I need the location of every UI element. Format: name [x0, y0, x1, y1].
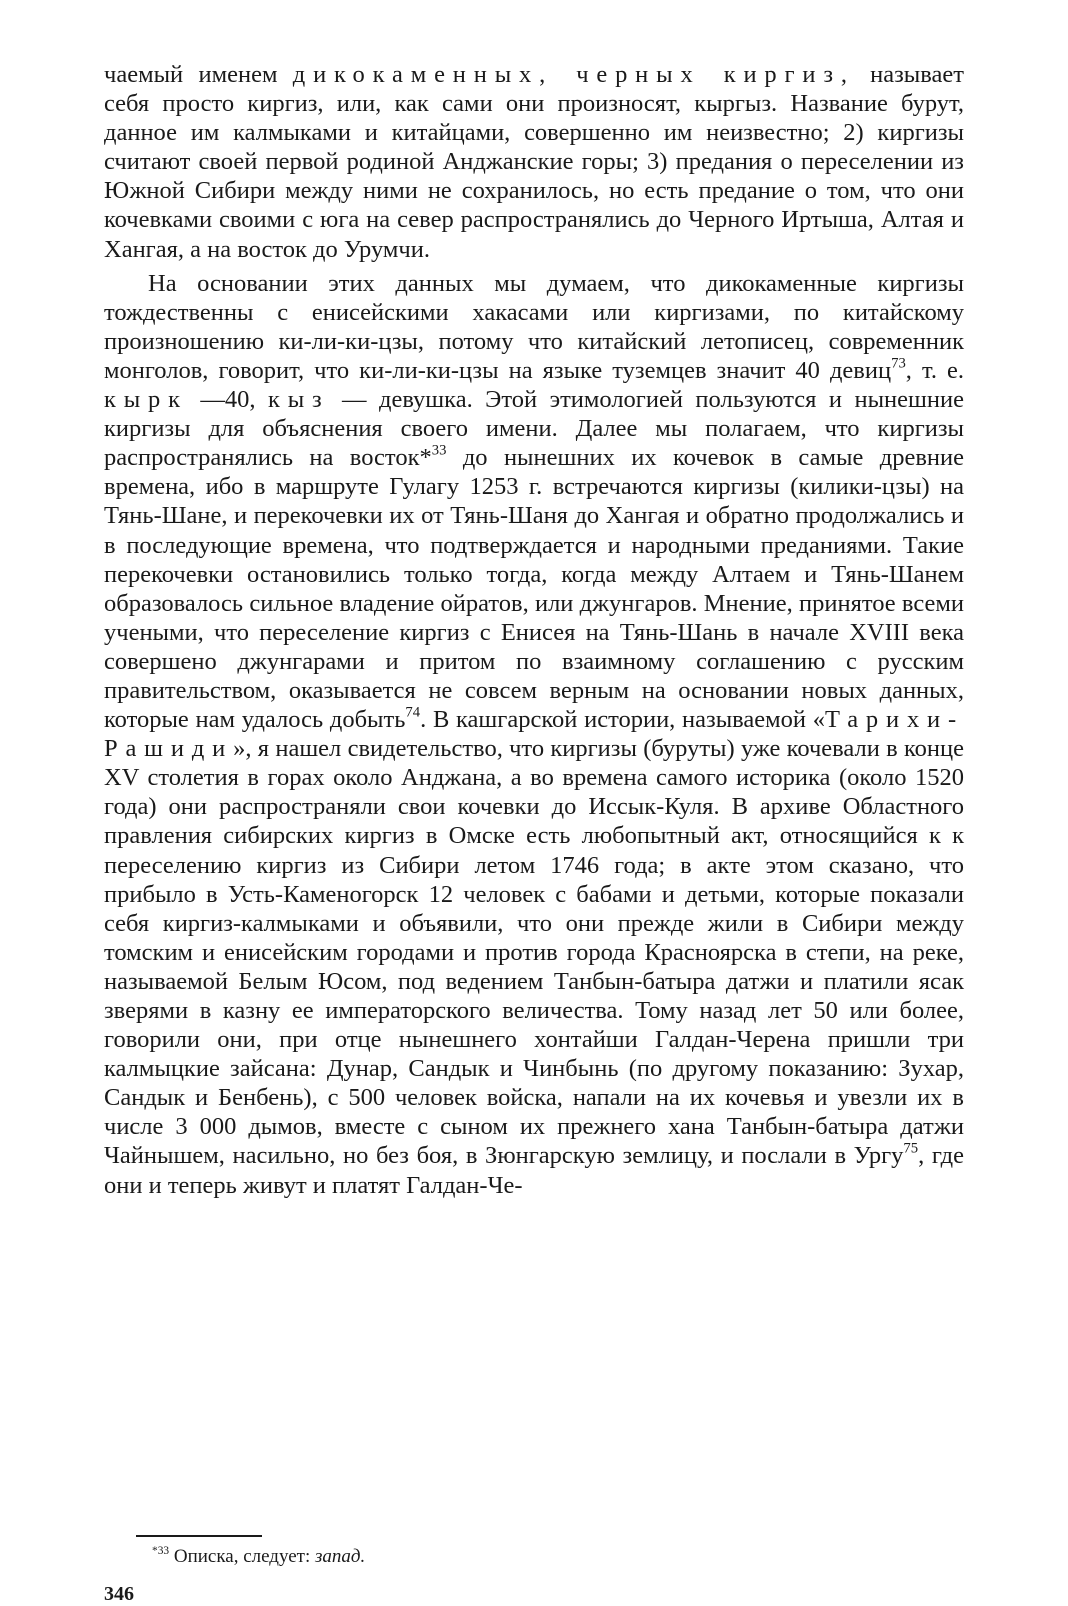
spaced-emphasis: кырк [104, 386, 188, 414]
note-reference: 73 [891, 355, 906, 372]
footnote-emphasis: запад. [315, 1546, 366, 1567]
spaced-emphasis: кыз [267, 386, 330, 414]
footnote-marker: *33 [152, 1545, 170, 1558]
text-run: — девушка. Этой этимологией пользуются и нынешние киргизы для объяснения своего имени. Далее мы полагаем, что киргизы распространялись на восток* [104, 386, 964, 472]
footnote-rule [136, 1535, 262, 1537]
page-number: 346 [104, 1583, 134, 1605]
text-run: На основании этих данных мы думаем, что дикокаменные киргизы тождественны с енисейскими хакасами или киргизами, по китайскому произношению ки-ли-ки-цзы, потому что китайский летописец, современник монголов, говорит, что ки-ли-ки-цзы на языке туземцев значит 40 девиц [104, 269, 964, 384]
text-run: чаемый именем [104, 61, 293, 88]
text-run: —40, [187, 386, 268, 414]
text-run: называет себя просто киргиз, или, как сами они произносят, кыргыз. Название бурут, данное им калмыками и китайцами, совершенно им неизвестно; 2) киргизы считают своей первой родиной Анджанские горы; 3) предания о переселении из Южной Сибири между ними не сохранилось, но есть предание о том, что они кочевками своими с юга на север распространялись до Черного Иртыша, Алтая и Хангая, а на восток до Урумчи. [104, 61, 964, 263]
paragraph-1 [104, 60, 964, 264]
note-reference: 75 [903, 1141, 919, 1158]
footnote [152, 1545, 365, 1569]
note-reference: 33 [431, 442, 447, 459]
text-run: , т. е. [905, 356, 964, 384]
text-run: . В кашгарской истории, называемой « [420, 706, 825, 734]
note-reference: 74 [405, 704, 421, 721]
paragraph-2 [104, 269, 964, 1200]
page-body [104, 60, 964, 1200]
text-run: , где они и теперь живут и платят Галдан-Че- [104, 1142, 965, 1199]
text-run: », я нашел свидетельство, что киргизы (буруты) уже кочевали в конце XV столетия в горах около Анджана, а во времена самого историка (около 1520 года) они распространяли свои кочевки до Иссык-Куля. В архиве Областного правления сибирских киргиз в Омске есть любопытный акт, относящийся к к переселению киргиз из Сибири летом 1746 года; в акте этом сказано, что прибыло в Усть-Каменогорск 12 человек с бабами и детьми, которые показали себя киргиз-калмыками и объявили, что они прежде жили в Сибири между томским и енисейским городами и против города Красноярска в степи, на реке, называемой Белым Юсом, под ведением Танбын-батыра датжи и платили ясак зверями в казну ее императорского величества. Тому назад лет 50 или более, говорили они, при отце нынешнего хонтайши Галдан-Черена пришли три калмыцкие зайсана: Дунар, Сандык и Чинбынь (по другому показанию: Зухар, Сандык и Бенбень), с 500 человек войска, напали на их кочевья и увезли их в числе 3 000 дымов, вместе с сыном их прежнего хана Танбын-батыра датжи Чайнышем, насильно, но без боя, в Зюнгарскую землицу, и послали в Ургу [104, 735, 964, 1170]
spaced-emphasis: Тарихи-Рашиди [104, 706, 964, 763]
text-run: до нынешних их кочевок в самые древние времена, ибо в маршруте Гулагу 1253 г. встречаются киргизы (килики-цзы) на Тянь-Шане, и перекочевки их от Тянь-Шаня до Хангая и обратно продолжались и в последующие времена, что подтверждается и народными преданиями. Такие перекочевки остановились только тогда, когда между Алтаем и Тянь-Шанем образовалось сильное владение ойратов, или джунгаров. Мнение, принятое всеми учеными, что переселение киргиз с Енисея на Тянь-Шань в начале XVIII века совершено джунгарами и притом по взаимному соглашению с русским правительством, оказывается не совсем верным на основании новых данных, которые нам удалось добыть [104, 444, 964, 734]
footnote-text: Описка, следует: [169, 1546, 315, 1567]
spaced-emphasis: дикокаменных, черных киргиз, [292, 61, 855, 88]
